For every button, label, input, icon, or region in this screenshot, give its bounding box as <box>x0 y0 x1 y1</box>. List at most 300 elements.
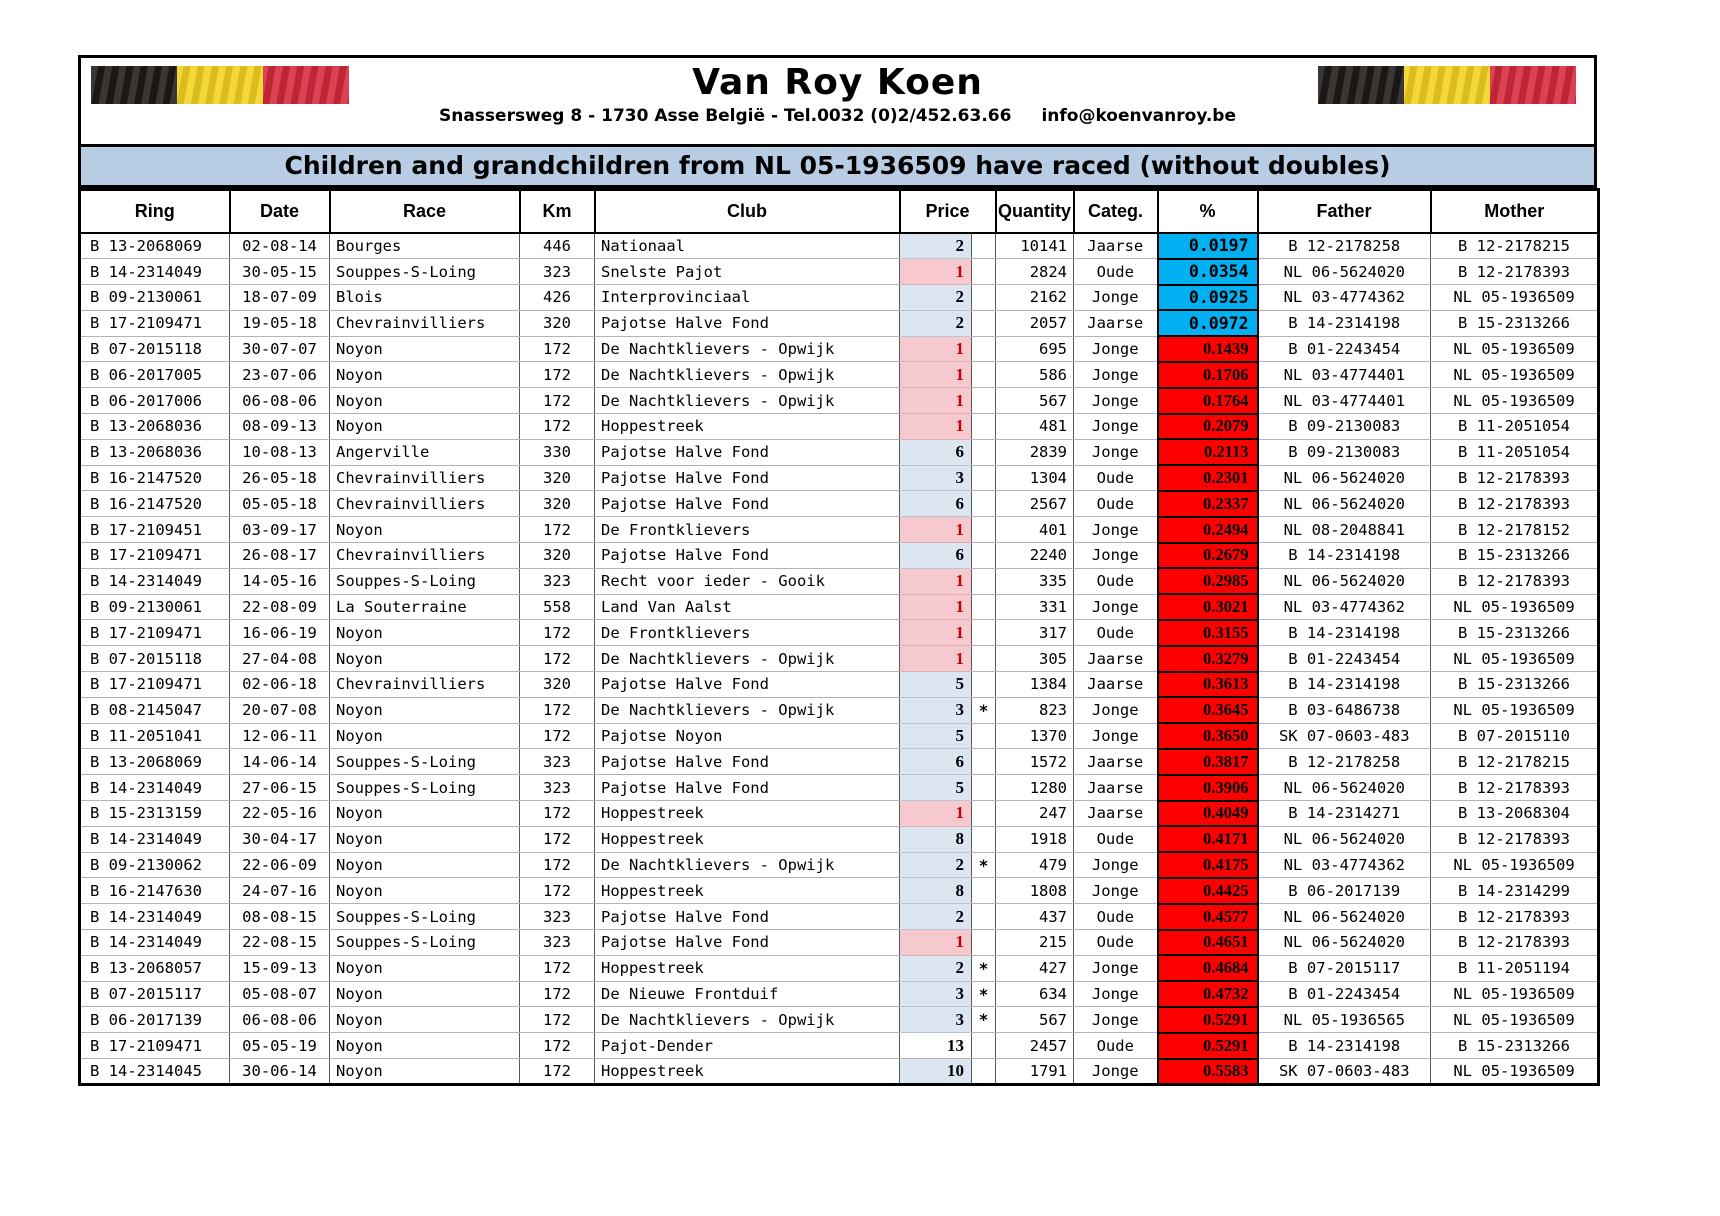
cell-mother: B 12-2178393 <box>1431 259 1599 285</box>
cell-mother: B 13-2068304 <box>1431 801 1599 827</box>
cell-km: 323 <box>520 749 595 775</box>
cell-mother: NL 05-1936509 <box>1431 646 1599 672</box>
cell-star <box>972 465 996 491</box>
cell-percent: 0.1439 <box>1158 336 1258 362</box>
cell-percent: 0.3279 <box>1158 646 1258 672</box>
column-header-row <box>80 190 1599 234</box>
cell-race: Noyon <box>330 697 520 723</box>
cell-date: 16-06-19 <box>230 620 330 646</box>
cell-star: * <box>972 697 996 723</box>
cell-date: 22-08-15 <box>230 930 330 956</box>
cell-km: 320 <box>520 491 595 517</box>
cell-price: 1 <box>900 362 972 388</box>
cell-km: 323 <box>520 259 595 285</box>
cell-race: La Souterraine <box>330 594 520 620</box>
cell-club: Nationaal <box>595 233 900 259</box>
cell-race: Souppes-S-Loing <box>330 930 520 956</box>
cell-mother: B 12-2178393 <box>1431 826 1599 852</box>
banner-title: Children and grandchildren from NL 05-1936509 have raced (without doubles) <box>78 147 1597 188</box>
cell-price: 1 <box>900 517 972 543</box>
cell-percent: 0.2113 <box>1158 439 1258 465</box>
cell-price: 13 <box>900 1033 972 1059</box>
cell-percent: 0.2079 <box>1158 414 1258 440</box>
table-row <box>80 955 1599 981</box>
table-row <box>80 620 1599 646</box>
cell-mother: B 12-2178215 <box>1431 749 1599 775</box>
cell-quantity: 317 <box>996 620 1074 646</box>
cell-ring: B 17-2109471 <box>80 620 230 646</box>
cell-quantity: 1791 <box>996 1059 1074 1085</box>
cell-club: Pajotse Halve Fond <box>595 465 900 491</box>
cell-star <box>972 439 996 465</box>
cell-categ: Jaarse <box>1074 749 1158 775</box>
cell-mother: NL 05-1936509 <box>1431 362 1599 388</box>
col-header-father: Father <box>1258 190 1431 234</box>
cell-percent: 0.0354 <box>1158 259 1258 285</box>
cell-club: De Nachtklievers - Opwijk <box>595 388 900 414</box>
cell-race: Noyon <box>330 723 520 749</box>
cell-date: 18-07-09 <box>230 285 330 311</box>
cell-km: 172 <box>520 336 595 362</box>
cell-price: 2 <box>900 955 972 981</box>
cell-ring: B 16-2147630 <box>80 878 230 904</box>
cell-categ: Jonge <box>1074 543 1158 569</box>
cell-race: Noyon <box>330 801 520 827</box>
cell-quantity: 1808 <box>996 878 1074 904</box>
cell-club: Pajotse Halve Fond <box>595 749 900 775</box>
cell-club: Hoppestreek <box>595 801 900 827</box>
cell-star <box>972 801 996 827</box>
cell-star <box>972 259 996 285</box>
cell-categ: Oude <box>1074 904 1158 930</box>
cell-race: Chevrainvilliers <box>330 491 520 517</box>
cell-km: 172 <box>520 826 595 852</box>
cell-price: 10 <box>900 1059 972 1085</box>
cell-father: NL 06-5624020 <box>1258 465 1431 491</box>
cell-mother: B 15-2313266 <box>1431 1033 1599 1059</box>
cell-mother: NL 05-1936509 <box>1431 285 1599 311</box>
cell-father: NL 03-4774401 <box>1258 388 1431 414</box>
cell-club: Hoppestreek <box>595 1059 900 1085</box>
cell-price: 1 <box>900 568 972 594</box>
cell-race: Noyon <box>330 620 520 646</box>
table-row <box>80 594 1599 620</box>
cell-father: B 14-2314198 <box>1258 1033 1431 1059</box>
table-row <box>80 697 1599 723</box>
cell-ring: B 06-2017139 <box>80 1007 230 1033</box>
cell-ring: B 09-2130061 <box>80 285 230 311</box>
cell-categ: Oude <box>1074 465 1158 491</box>
cell-father: B 12-2178258 <box>1258 749 1431 775</box>
cell-price: 3 <box>900 981 972 1007</box>
cell-date: 06-08-06 <box>230 388 330 414</box>
cell-km: 330 <box>520 439 595 465</box>
cell-race: Chevrainvilliers <box>330 310 520 336</box>
cell-race: Bourges <box>330 233 520 259</box>
cell-ring: B 13-2068057 <box>80 955 230 981</box>
cell-categ: Oude <box>1074 930 1158 956</box>
cell-price: 3 <box>900 1007 972 1033</box>
cell-quantity: 215 <box>996 930 1074 956</box>
cell-percent: 0.3817 <box>1158 749 1258 775</box>
cell-date: 03-09-17 <box>230 517 330 543</box>
cell-ring: B 08-2145047 <box>80 697 230 723</box>
cell-race: Chevrainvilliers <box>330 543 520 569</box>
col-header-price: Price <box>900 190 996 234</box>
cell-km: 323 <box>520 904 595 930</box>
cell-mother: B 07-2015110 <box>1431 723 1599 749</box>
cell-date: 06-08-06 <box>230 1007 330 1033</box>
cell-star <box>972 310 996 336</box>
cell-race: Souppes-S-Loing <box>330 259 520 285</box>
cell-percent: 0.2494 <box>1158 517 1258 543</box>
col-header-categ: Categ. <box>1074 190 1158 234</box>
table-row <box>80 930 1599 956</box>
cell-mother: B 12-2178393 <box>1431 930 1599 956</box>
cell-father: NL 03-4774401 <box>1258 362 1431 388</box>
cell-star <box>972 568 996 594</box>
col-header-quantity: Quantity <box>996 190 1074 234</box>
header <box>78 55 1597 147</box>
cell-date: 22-05-16 <box>230 801 330 827</box>
cell-race: Noyon <box>330 1033 520 1059</box>
cell-star <box>972 1059 996 1085</box>
cell-star <box>972 878 996 904</box>
cell-race: Noyon <box>330 362 520 388</box>
cell-categ: Oude <box>1074 568 1158 594</box>
cell-mother: B 15-2313266 <box>1431 310 1599 336</box>
cell-ring: B 13-2068036 <box>80 439 230 465</box>
cell-percent: 0.2679 <box>1158 543 1258 569</box>
cell-percent: 0.2301 <box>1158 465 1258 491</box>
cell-mother: B 12-2178393 <box>1431 775 1599 801</box>
cell-race: Noyon <box>330 414 520 440</box>
cell-club: Pajotse Halve Fond <box>595 439 900 465</box>
cell-percent: 0.4171 <box>1158 826 1258 852</box>
cell-categ: Oude <box>1074 826 1158 852</box>
cell-km: 172 <box>520 517 595 543</box>
cell-club: Land Van Aalst <box>595 594 900 620</box>
cell-categ: Jonge <box>1074 981 1158 1007</box>
cell-club: De Nachtklievers - Opwijk <box>595 852 900 878</box>
cell-price: 5 <box>900 672 972 698</box>
cell-race: Noyon <box>330 826 520 852</box>
cell-father: NL 06-5624020 <box>1258 491 1431 517</box>
table-row <box>80 878 1599 904</box>
cell-km: 172 <box>520 981 595 1007</box>
cell-quantity: 10141 <box>996 233 1074 259</box>
cell-club: De Frontklievers <box>595 620 900 646</box>
cell-father: B 14-2314198 <box>1258 672 1431 698</box>
cell-mother: NL 05-1936509 <box>1431 1007 1599 1033</box>
table-row <box>80 723 1599 749</box>
cell-star <box>972 749 996 775</box>
cell-km: 172 <box>520 414 595 440</box>
street-address: Snassersweg 8 - 1730 Asse België - Tel.0032 (0)2/452.63.66 <box>438 106 1012 126</box>
cell-categ: Jonge <box>1074 388 1158 414</box>
cell-star <box>972 672 996 698</box>
cell-quantity: 634 <box>996 981 1074 1007</box>
cell-club: Pajotse Halve Fond <box>595 904 900 930</box>
cell-price: 8 <box>900 826 972 852</box>
cell-categ: Jonge <box>1074 517 1158 543</box>
cell-km: 172 <box>520 852 595 878</box>
cell-quantity: 2057 <box>996 310 1074 336</box>
cell-categ: Jaarse <box>1074 233 1158 259</box>
cell-race: Souppes-S-Loing <box>330 904 520 930</box>
cell-race: Noyon <box>330 646 520 672</box>
cell-quantity: 481 <box>996 414 1074 440</box>
cell-father: B 01-2243454 <box>1258 646 1431 672</box>
cell-percent: 0.4577 <box>1158 904 1258 930</box>
cell-club: De Nachtklievers - Opwijk <box>595 362 900 388</box>
cell-date: 20-07-08 <box>230 697 330 723</box>
cell-mother: B 11-2051054 <box>1431 439 1599 465</box>
cell-price: 3 <box>900 465 972 491</box>
cell-km: 320 <box>520 310 595 336</box>
cell-price: 6 <box>900 439 972 465</box>
cell-ring: B 09-2130061 <box>80 594 230 620</box>
cell-mother: NL 05-1936509 <box>1431 594 1599 620</box>
cell-ring: B 14-2314049 <box>80 259 230 285</box>
cell-percent: 0.3613 <box>1158 672 1258 698</box>
cell-ring: B 14-2314045 <box>80 1059 230 1085</box>
cell-km: 323 <box>520 930 595 956</box>
cell-km: 172 <box>520 620 595 646</box>
cell-date: 24-07-16 <box>230 878 330 904</box>
cell-mother: B 14-2314299 <box>1431 878 1599 904</box>
cell-ring: B 17-2109451 <box>80 517 230 543</box>
cell-mother: B 15-2313266 <box>1431 672 1599 698</box>
col-header-ring: Ring <box>80 190 230 234</box>
cell-quantity: 2824 <box>996 259 1074 285</box>
col-header-club: Club <box>595 190 900 234</box>
cell-ring: B 13-2068069 <box>80 233 230 259</box>
cell-km: 172 <box>520 1059 595 1085</box>
cell-father: NL 06-5624020 <box>1258 930 1431 956</box>
cell-star <box>972 594 996 620</box>
cell-club: Pajotse Halve Fond <box>595 491 900 517</box>
cell-km: 172 <box>520 723 595 749</box>
cell-star <box>972 517 996 543</box>
cell-km: 172 <box>520 1033 595 1059</box>
cell-star <box>972 826 996 852</box>
cell-categ: Jonge <box>1074 336 1158 362</box>
cell-ring: B 15-2313159 <box>80 801 230 827</box>
cell-quantity: 823 <box>996 697 1074 723</box>
cell-categ: Jonge <box>1074 439 1158 465</box>
cell-mother: B 12-2178393 <box>1431 491 1599 517</box>
cell-percent: 0.4732 <box>1158 981 1258 1007</box>
cell-ring: B 13-2068069 <box>80 749 230 775</box>
cell-quantity: 1304 <box>996 465 1074 491</box>
cell-club: Recht voor ieder - Gooik <box>595 568 900 594</box>
cell-percent: 0.3650 <box>1158 723 1258 749</box>
cell-mother: B 15-2313266 <box>1431 543 1599 569</box>
cell-quantity: 586 <box>996 362 1074 388</box>
cell-ring: B 11-2051041 <box>80 723 230 749</box>
cell-date: 26-05-18 <box>230 465 330 491</box>
table-row <box>80 1007 1599 1033</box>
cell-club: Pajot-Dender <box>595 1033 900 1059</box>
cell-km: 323 <box>520 775 595 801</box>
cell-date: 23-07-06 <box>230 362 330 388</box>
cell-ring: B 17-2109471 <box>80 1033 230 1059</box>
cell-price: 1 <box>900 620 972 646</box>
cell-star <box>972 414 996 440</box>
cell-quantity: 335 <box>996 568 1074 594</box>
cell-date: 27-04-08 <box>230 646 330 672</box>
cell-father: NL 03-4774362 <box>1258 852 1431 878</box>
cell-categ: Jonge <box>1074 723 1158 749</box>
cell-star: * <box>972 1007 996 1033</box>
cell-categ: Jaarse <box>1074 801 1158 827</box>
cell-mother: NL 05-1936509 <box>1431 697 1599 723</box>
cell-race: Noyon <box>330 878 520 904</box>
cell-race: Noyon <box>330 388 520 414</box>
cell-club: Interprovinciaal <box>595 285 900 311</box>
cell-club: Pajotse Halve Fond <box>595 930 900 956</box>
cell-km: 320 <box>520 543 595 569</box>
cell-date: 05-05-19 <box>230 1033 330 1059</box>
cell-categ: Jonge <box>1074 955 1158 981</box>
cell-club: Pajotse Halve Fond <box>595 543 900 569</box>
cell-date: 22-06-09 <box>230 852 330 878</box>
cell-mother: B 15-2313266 <box>1431 620 1599 646</box>
cell-date: 08-08-15 <box>230 904 330 930</box>
cell-percent: 0.1706 <box>1158 362 1258 388</box>
cell-father: NL 06-5624020 <box>1258 904 1431 930</box>
cell-percent: 0.5583 <box>1158 1059 1258 1085</box>
cell-categ: Jonge <box>1074 852 1158 878</box>
cell-percent: 0.0197 <box>1158 233 1258 259</box>
table-row <box>80 439 1599 465</box>
table-row <box>80 543 1599 569</box>
address-line <box>81 106 1594 126</box>
cell-father: SK 07-0603-483 <box>1258 1059 1431 1085</box>
cell-quantity: 427 <box>996 955 1074 981</box>
cell-categ: Oude <box>1074 491 1158 517</box>
cell-date: 30-06-14 <box>230 1059 330 1085</box>
cell-quantity: 1370 <box>996 723 1074 749</box>
cell-father: B 03-6486738 <box>1258 697 1431 723</box>
cell-price: 5 <box>900 723 972 749</box>
cell-km: 320 <box>520 465 595 491</box>
cell-percent: 0.4651 <box>1158 930 1258 956</box>
col-header-percent: % <box>1158 190 1258 234</box>
cell-price: 8 <box>900 878 972 904</box>
cell-father: B 14-2314198 <box>1258 620 1431 646</box>
cell-race: Noyon <box>330 336 520 362</box>
cell-star <box>972 1033 996 1059</box>
cell-ring: B 16-2147520 <box>80 465 230 491</box>
cell-club: Pajotse Halve Fond <box>595 775 900 801</box>
cell-date: 19-05-18 <box>230 310 330 336</box>
cell-mother: NL 05-1936509 <box>1431 981 1599 1007</box>
table-row <box>80 672 1599 698</box>
cell-price: 1 <box>900 594 972 620</box>
cell-percent: 0.4049 <box>1158 801 1258 827</box>
cell-father: NL 03-4774362 <box>1258 285 1431 311</box>
cell-ring: B 14-2314049 <box>80 775 230 801</box>
cell-father: B 09-2130083 <box>1258 439 1431 465</box>
cell-quantity: 401 <box>996 517 1074 543</box>
cell-date: 15-09-13 <box>230 955 330 981</box>
table-row <box>80 749 1599 775</box>
cell-father: NL 05-1936565 <box>1258 1007 1431 1033</box>
cell-km: 172 <box>520 388 595 414</box>
cell-mother: B 11-2051194 <box>1431 955 1599 981</box>
cell-club: Hoppestreek <box>595 878 900 904</box>
table-row <box>80 826 1599 852</box>
cell-club: De Nachtklievers - Opwijk <box>595 646 900 672</box>
table-row <box>80 981 1599 1007</box>
cell-star <box>972 233 996 259</box>
cell-club: Hoppestreek <box>595 826 900 852</box>
cell-km: 172 <box>520 801 595 827</box>
cell-km: 426 <box>520 285 595 311</box>
cell-km: 172 <box>520 697 595 723</box>
cell-percent: 0.2985 <box>1158 568 1258 594</box>
cell-race: Angerville <box>330 439 520 465</box>
cell-ring: B 07-2015117 <box>80 981 230 1007</box>
cell-quantity: 331 <box>996 594 1074 620</box>
cell-father: NL 06-5624020 <box>1258 775 1431 801</box>
cell-price: 2 <box>900 310 972 336</box>
email-address: info@koenvanroy.be <box>1041 106 1236 126</box>
cell-categ: Jonge <box>1074 1059 1158 1085</box>
cell-club: Hoppestreek <box>595 414 900 440</box>
cell-mother: B 12-2178393 <box>1431 904 1599 930</box>
table-row <box>80 310 1599 336</box>
cell-price: 2 <box>900 904 972 930</box>
cell-km: 172 <box>520 646 595 672</box>
cell-mother: B 12-2178393 <box>1431 465 1599 491</box>
cell-percent: 0.5291 <box>1158 1007 1258 1033</box>
col-header-date: Date <box>230 190 330 234</box>
cell-quantity: 1918 <box>996 826 1074 852</box>
cell-quantity: 1572 <box>996 749 1074 775</box>
cell-club: De Nieuwe Frontduif <box>595 981 900 1007</box>
cell-categ: Jaarse <box>1074 672 1158 698</box>
cell-race: Noyon <box>330 517 520 543</box>
cell-quantity: 1280 <box>996 775 1074 801</box>
cell-price: 3 <box>900 697 972 723</box>
table-row <box>80 517 1599 543</box>
cell-ring: B 06-2017005 <box>80 362 230 388</box>
document-page <box>78 55 1597 1086</box>
cell-price: 1 <box>900 259 972 285</box>
cell-quantity: 2567 <box>996 491 1074 517</box>
cell-father: B 14-2314271 <box>1258 801 1431 827</box>
cell-race: Souppes-S-Loing <box>330 775 520 801</box>
cell-categ: Jaarse <box>1074 646 1158 672</box>
cell-categ: Oude <box>1074 259 1158 285</box>
cell-price: 1 <box>900 388 972 414</box>
cell-price: 2 <box>900 233 972 259</box>
cell-percent: 0.5291 <box>1158 1033 1258 1059</box>
cell-ring: B 13-2068036 <box>80 414 230 440</box>
cell-mother: NL 05-1936509 <box>1431 1059 1599 1085</box>
cell-categ: Jonge <box>1074 285 1158 311</box>
cell-club: Pajotse Halve Fond <box>595 310 900 336</box>
cell-date: 22-08-09 <box>230 594 330 620</box>
cell-star <box>972 904 996 930</box>
cell-mother: NL 05-1936509 <box>1431 336 1599 362</box>
cell-categ: Jonge <box>1074 414 1158 440</box>
cell-ring: B 14-2314049 <box>80 826 230 852</box>
cell-quantity: 2162 <box>996 285 1074 311</box>
